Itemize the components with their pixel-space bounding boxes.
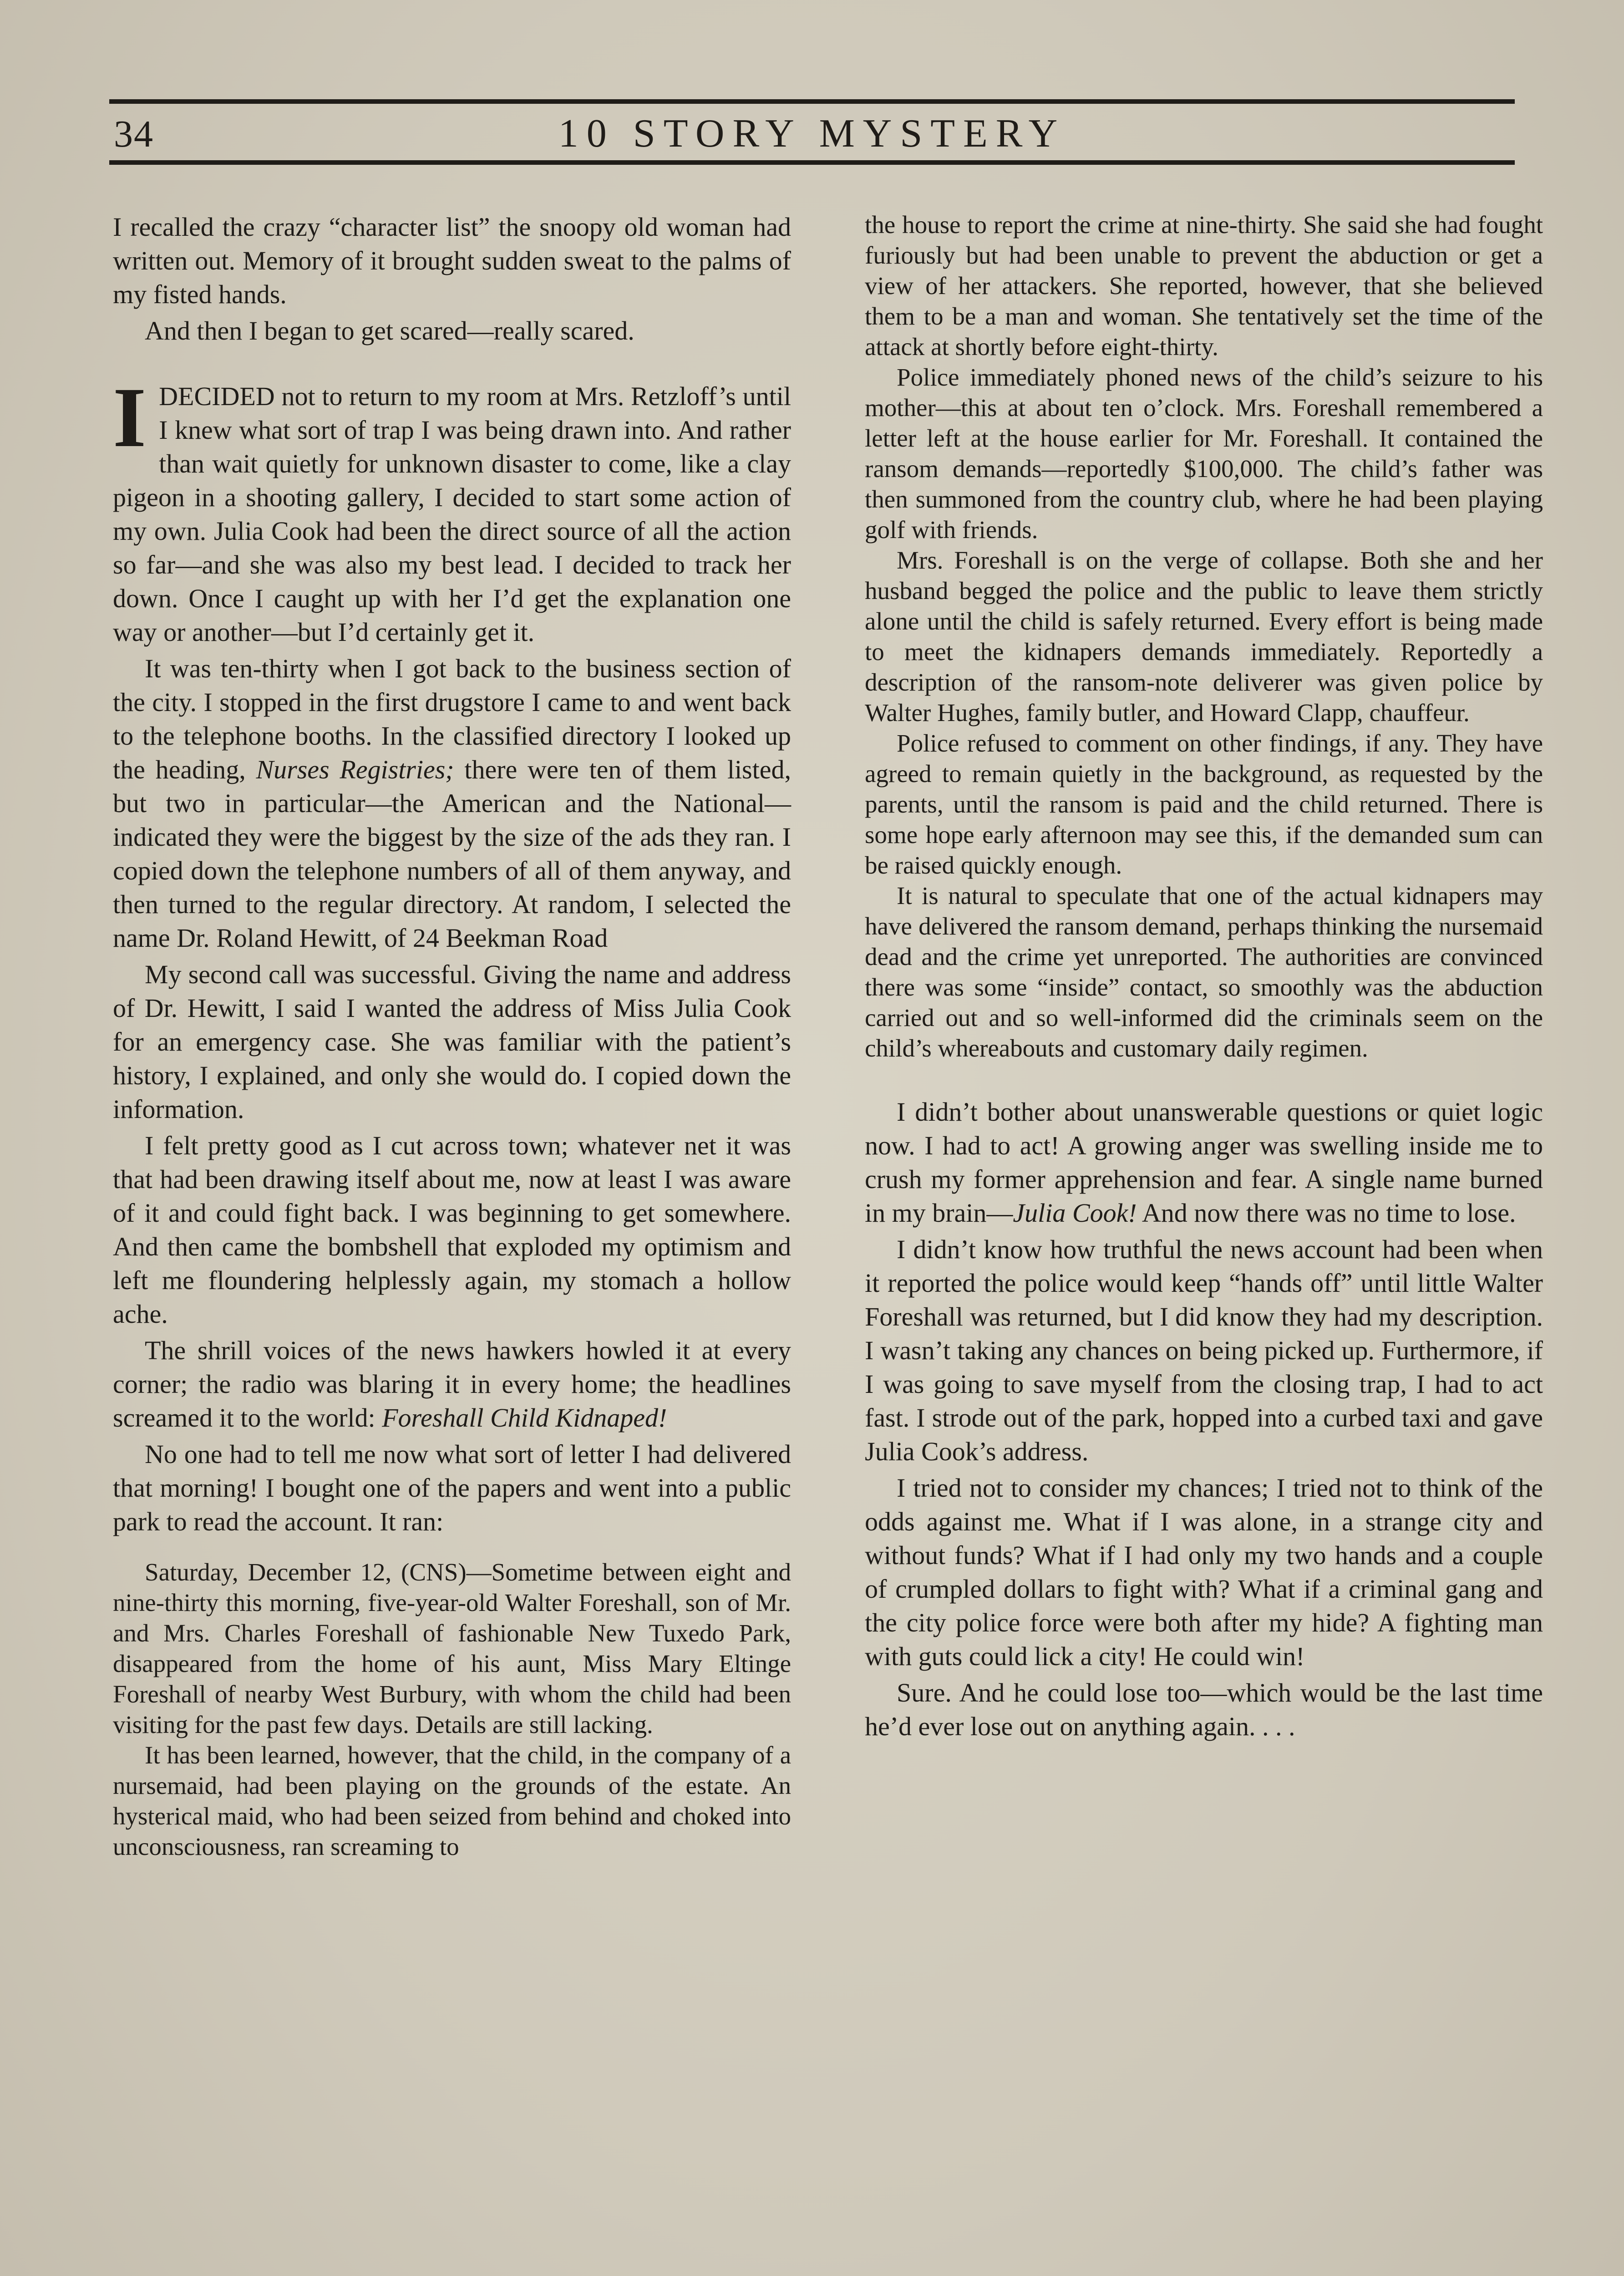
paragraph-text: It was ten-thirty when I got back to the business section of the city. I stopped in the first drugstore I came to and went back to the telephone booths. In the classified directory I looked up the heading, [113,654,791,784]
page-number: 34 [114,113,154,155]
paragraph [865,1095,1543,1230]
paragraph: My second call was successful. Giving the name and address of Dr. Hewitt, I said I wanted the address of Miss Julia Cook for an emergency case. She was familiar with the patient’s history, I explained, and only she would do. I copied down the information. [113,960,791,1124]
drop-cap: I [113,370,147,465]
paragraph: I felt pretty good as I cut across town; whatever net it was that had been drawing itself about me, now at least I was aware of it and could fight back. I was beginning to get somewhere. And then came the bombshell that exploded my optimism and left me floundering helplessly again, my stomach a hollow ache. [113,1131,791,1329]
header-bottom-rule [109,160,1515,165]
paragraph-text: The shrill voices of the news hawkers howled it at every corner; the radio was blaring it in every home; the headlines screamed it to the world: [113,1336,791,1433]
paragraph-text: DECIDED not to return to my room at Mrs. Retzloff’s until I knew what sort of trap I was being drawn into. And rather than wait quietly for unknown disaster to come, like a clay pigeon in a shooting gallery, I decided to start some action of my own. Julia Cook had been the direct source of all the action so far—and she was also my best lead. I decided to track her down. Once I caught up with her I’d get the explanation one way or another—but I’d certainly get it. [113,381,791,647]
paragraph: Sure. And he could lose too—which would be the last time he’d ever lose out on anything again. . . . [865,1678,1543,1741]
paragraph-dropcap [113,370,791,649]
quote-paragraph: Police refused to comment on other findings, if any. They have agreed to remain quietly in the background, as requested by the parents, until the ransom is paid and the child returned. There is some hope early afternoon may see this, if the demanded sum can be raised quickly enough. [865,729,1543,879]
running-title: 10 STORY MYSTERY [558,112,1066,156]
quote-paragraph: It has been learned, however, that the child, in the company of a nursemaid, had been playing on the grounds of the estate. An hysterical maid, who had been seized from behind and choked into unconsciousness, ran screaming to [113,1741,791,1860]
quote-paragraph: It is natural to speculate that one of the actual kidnapers may have delivered the ransom demand, perhaps thinking the nursemaid dead and the crime yet unreported. The authorities are convinced there was some “inside” contact, so smoothly was the abduction carried out and so well-informed did the criminals seem on the child’s whereabouts and customary daily regimen. [865,882,1543,1062]
quote-paragraph: Police immediately phoned news of the child’s seizure to his mother—this at about ten o’clock. Mrs. Foreshall remembered a letter left at the house earlier for Mr. Foreshall. It contained the ransom demands—reportedly $100,000. The child’s father was then summoned from the country club, where he had been playing golf with friends. [865,363,1543,544]
paragraph: I didn’t know how truthful the news account had been when it reported the police would keep “hands off” until little Walter Foreshall was returned, but I did know they had my description. I wasn’t taking any chances on being picked up. Furthermore, if I was going to save myself from the closing trap, I had to act fast. I strode out of the park, hopped into a curbed taxi and gave Julia Cook’s address. [865,1235,1543,1466]
paragraph: I recalled the crazy “character list” the snoopy old woman had written out. Memory of it brought sudden sweat to the palms of my fisted hands. [113,212,791,309]
right-column [865,209,1543,1746]
paragraph: I tried not to consider my chances; I tried not to think of the odds against me. What if I was alone, in a strange city and without funds? What if I had only my two hands and a couple of crumpled dollars to fight with? What if a criminal gang and the city police force were both after my hide? A fighting man with guts could lick a city! He could win! [865,1473,1543,1671]
emphasis-text: Nurses Registries; [256,755,454,784]
paragraph-text: And now there was no time to lose. [1137,1198,1516,1228]
paragraph-text: there were ten of them listed, but two in particular—the American and the National—indicated they were the biggest by the size of the ads they ran. I copied down the telephone numbers of all of them anyway, and then turned to the regular directory. At random, I selected the name Dr. Roland Hewitt, of 24 Beekman Road [113,755,791,953]
quote-paragraph: Saturday, December 12, (CNS)—Sometime between eight and nine-thirty this morning, five-year-old Walter Foreshall, son of Mr. and Mrs. Charles Foreshall of fashionable New Tuxedo Park, disappeared from the home of his aunt, Miss Mary Eltinge Foreshall of nearby West Burbury, with whom the child had been visiting for the past few days. Details are still lacking. [113,1558,791,1738]
headline-text: Foreshall Child Kidnaped! [382,1403,667,1433]
paragraph [113,1334,791,1435]
paragraph: No one had to tell me now what sort of letter I had delivered that morning! I bought one of the papers and went into a public park to read the account. It ran: [113,1439,791,1536]
paragraph: And then I began to get scared—really scared. [145,316,634,345]
left-column [113,210,791,1862]
emphasis-text: Julia Cook! [1013,1198,1137,1228]
quote-paragraph: Mrs. Foreshall is on the verge of collapse. Both she and her husband begged the police and the public to leave them strictly alone until the child is safely returned. Every effort is being made to meet the kidnapers demands immediately. Reportedly a description of the ransom-note deliverer was given police by Walter Hughes, family butler, and Howard Clapp, chauffeur. [865,546,1543,726]
quote-paragraph: the house to report the crime at nine-thirty. She said she had fought furiously but had been unable to prevent the abduction or get a view of her attackers. She reported, however, that she believed them to be a man and woman. She tentatively set the time of the attack at shortly before eight-thirty. [865,211,1543,361]
paragraph [113,652,791,955]
paragraph-text: I didn’t bother about unanswerable questions or quiet logic now. I had to act! A growing anger was swelling inside me to crush my former apprehension and fear. A single name burned in my brain— [865,1097,1543,1228]
header-top-rule [109,99,1515,104]
news-quote-continued [865,209,1543,1063]
news-quote [113,1557,791,1862]
